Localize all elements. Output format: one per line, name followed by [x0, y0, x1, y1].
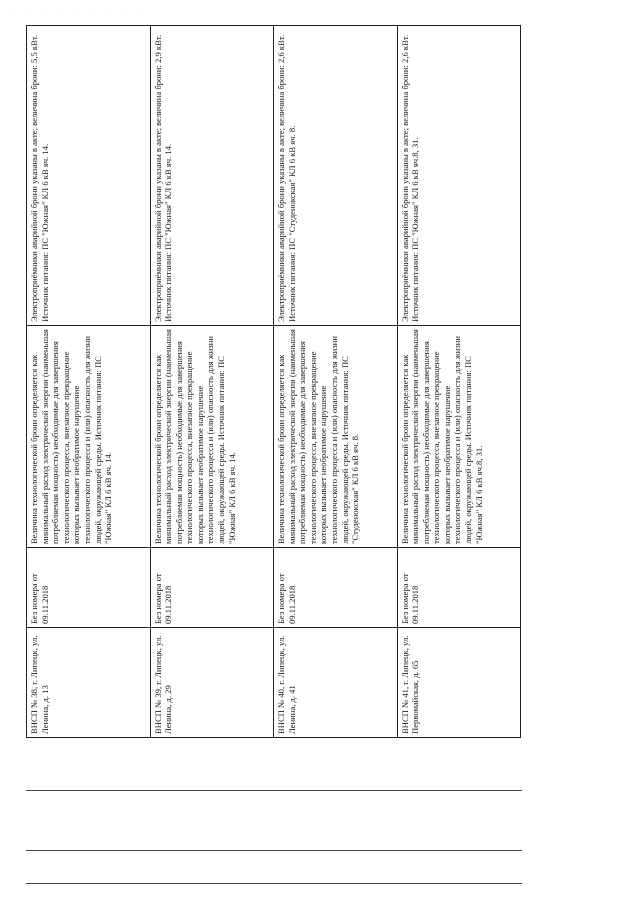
technological-reserve-cell: Величина технологической брони определяется как минимальный расход электрической энергии (наименьшая потребляемая мощность) необходимые для завершения технологического процесса, внезапное прекращение которых вызывает необратимое нарушение технологического процесса и (или) опасность для жизни людей, окружающей среды. Источник питания: ПС "Студенокская" КЛ 6 кВ яч. 8. [274, 326, 398, 548]
technological-reserve-cell: Величина технологической брони определяется как минимальный расход электрической энергии (наименьшая потребляемая мощность) необходимые для завершения технологического процесса, внезапное прекращение которых вызывает необратимое нарушение технологического процесса и (или) опасность для жизни людей, окружающей среды. Источник питания: ПС "Южная" КЛ 6 кВ яч.8, 31. [397, 326, 521, 548]
technological-reserve-cell: Величина технологической брони определяется как минимальный расход электрической энергии (наименьшая потребляемая мощность) необходимые для завершения технологического процесса, внезапное прекращение которых вызывает необратимое нарушение технологического процесса и (или) опасность для жизни людей, окружающей среды. Источник питания: ПС "Южная" КЛ 6 кВ яч. 14. [27, 326, 151, 548]
emergency-reserve-cell: Электроприёмники аварийной брони указаны в акте; величина брони: 2,6 кВт. Источник питания: ПС "Студенокская" КЛ 6 кВ яч. 8. [274, 26, 398, 326]
emergency-reserve-cell: Электроприёмники аварийной брони указаны в акте; величина брони: 2,9 кВт. Источник питания: ПС "Южная" КЛ 6 кВ яч. 14. [150, 26, 274, 326]
table-row [397, 26, 521, 738]
divider-line [26, 883, 522, 884]
scan-artifact-dots: · · · · · · · · · [14, 8, 146, 14]
table-row [27, 26, 151, 738]
table-row [150, 26, 274, 738]
emergency-reserve-cell: Электроприёмники аварийной брони указаны в акте; величина брони: 2,6 кВт. Источник питания: ПС "Южная" КЛ 6 кВ яч.8, 31. [397, 26, 521, 326]
act-date-cell: Без номера от 09.11.2018 [27, 548, 151, 628]
object-address-cell: ВНСП № 40, г. Липецк, ул. Ленина, д. 41 [274, 628, 398, 738]
emergency-reserve-cell: Электроприёмники аварийной брони указаны в акте; величина брони: 5,5 кВт. Источник питания: ПС "Южная" КЛ 6 кВ яч. 14. [27, 26, 151, 326]
act-date-cell: Без номера от 09.11.2018 [397, 548, 521, 628]
technological-reserve-cell: Величина технологической брони определяется как минимальный расход электрической энергии (наименьшая потребляемая мощность) необходимые для завершения технологического процесса, внезапное прекращение которых вызывает необратимое нарушение технологического процесса и (или) опасность для жизни людей, окружающей среды. Источник питания: ПС "Южная" КЛ 6 кВ яч. 14. [150, 326, 274, 548]
object-address-cell: ВНСП № 39, г. Липецк, ул. Ленина, д. 29 [150, 628, 274, 738]
table-row [274, 26, 398, 738]
act-date-cell: Без номера от 09.11.2018 [274, 548, 398, 628]
object-address-cell: ВНСП № 41, г. Липецк, ул. Первомайская, д. 65 [397, 628, 521, 738]
reservation-table [26, 25, 521, 738]
divider-line [26, 790, 522, 791]
act-date-cell: Без номера от 09.11.2018 [150, 548, 274, 628]
object-address-cell: ВНСП № 38, г. Липецк, ул. Ленина, д. 13 [27, 628, 151, 738]
divider-line [26, 850, 522, 851]
rotated-table-wrapper [26, 26, 520, 738]
